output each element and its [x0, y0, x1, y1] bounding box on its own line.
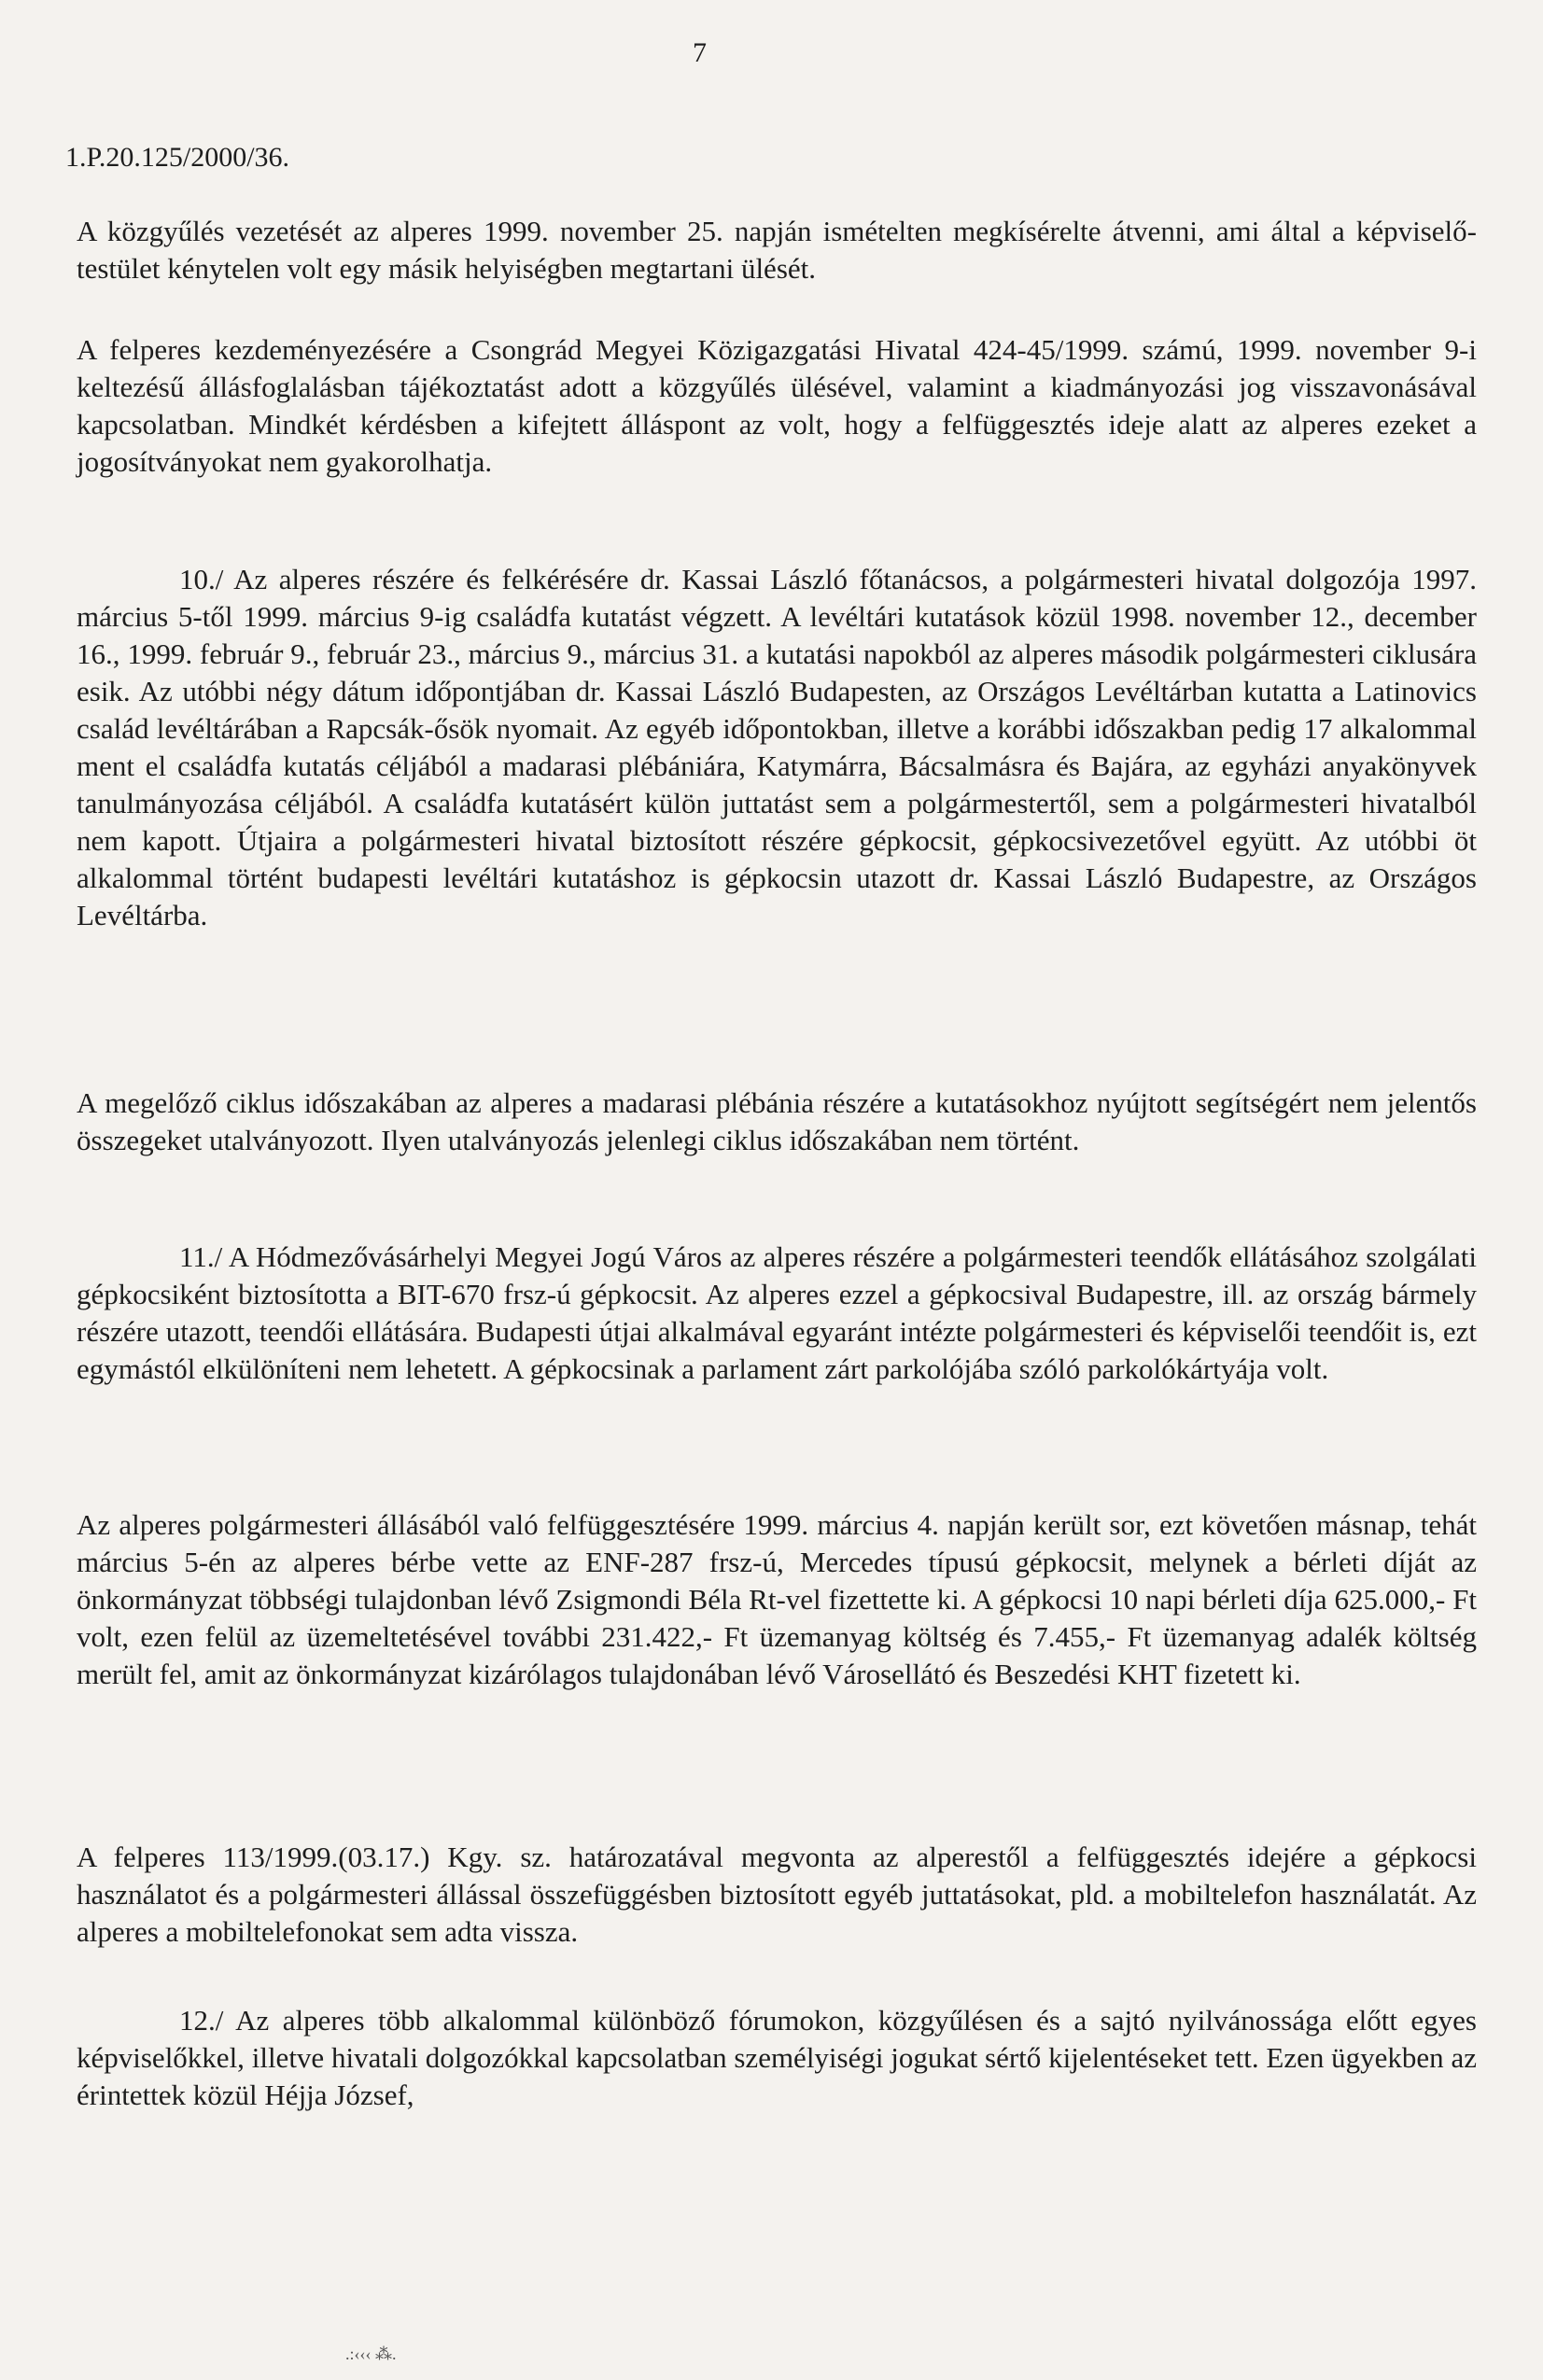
paragraph-administrative-opinion: A felperes kezdeményezésére a Csongrád Megyei Közigazgatási Hivatal 424-45/1999. számú, 1999. november 9-i keltezésű állásfoglalásban tájékoztatást adott a közgyűlés ülésével, valamint a kiadmányozási jog visszavonásával kapcsolatban. Mindkét kérdésben a kifejtett álláspont az volt, hogy a felfüggesztés ideje alatt az alperes ezeket a jogosítványokat nem gyakorolhatja. — [77, 333, 1477, 478]
paragraph-assembly-leadership: A közgyűlés vezetését az alperes 1999. november 25. napján ismételten megkísérelte átvenni, ami által a képviselő-testület kénytelen volt egy másik helyiségben megtartani ülését. — [77, 215, 1477, 285]
paragraph-benefits-revoked: A felperes 113/1999.(03.17.) Kgy. sz. határozatával megvonta az alperestől a felfüggesztés idejére a gépkocsi használatot és a polgármesteri állással összefüggésben biztosított egyéb juttatásokat, pld. a mobiltelefon használatát. Az alperes a mobiltelefonokat sem adta vissza. — [77, 1841, 1477, 1948]
paragraph-10-genealogy-research: 10./ Az alperes részére és felkérésére dr. Kassai László főtanácsos, a polgármesteri hivatal dolgozója 1997. március 5-től 1999. március 9-ig családfa kutatást végzett. A levéltári kutatások közül 1998. november 12., december 16., 1999. február 9., február 23., március 9., március 31. a kutatási napokból az alperes második polgármesteri ciklusára esik. Az utóbbi négy dátum időpontjában dr. Kassai László Budapesten, az Országos Levéltárban kutatta a Latinovics család levéltárában a Rapcsák-ősök nyomait. Az egyéb időpontokban, illetve a korábbi időszakban pedig 17 alkalommal ment el családfa kutatás céljából a madarasi plébániára, Katymárra, Bácsalmásra és Bajára, az egyházi anyakönyvek tanulmányozása céljából. A családfa kutatásért külön juttatást sem a polgármestertől, sem a polgármesteri hivatalból nem kapott. Útjaira a polgármesteri hivatal biztosított részére gépkocsit, gépkocsivezetővel együtt. Az utóbbi öt alkalommal történt budapesti levéltári kutatáshoz is gépkocsin utazott dr. Kassai László Budapestre, az Országos Levéltárba. — [77, 563, 1477, 931]
case-number: 1.P.20.125/2000/36. — [65, 142, 290, 173]
paragraph-12-statements: 12./ Az alperes több alkalommal különböző fórumokon, közgyűlésen és a sajtó nyilvánossága előtt egyes képviselőkkel, illetve hivatali dolgozókkal kapcsolatban személyiségi jogukat sértő kijelentéseket tett. Ezen ügyekben az érintettek közül Héjja József, — [77, 2004, 1477, 2111]
paragraph-11-service-car: 11./ A Hódmezővásárhelyi Megyei Jogú Város az alperes részére a polgármesteri teendők ellátásához szolgálati gépkocsiként biztosította a BIT-670 frsz-ú gépkocsit. Az alperes ezzel a gépkocsival Budapestre, ill. az ország bármely részére utazott, teendői ellátására. Budapesti útjai alkalmával egyaránt intézte polgármesteri és képviselői teendőit is, ezt egymástól elkülöníteni nem lehetett. A gépkocsinak a parlament zárt parkolójába szóló parkolókártyája volt. — [77, 1240, 1477, 1385]
scan-artifact-mark: .:‹‹‹ ⁂. — [345, 2345, 397, 2363]
paragraph-parish-payments: A megelőző ciklus időszakában az alperes a madarasi plébánia részére a kutatásokhoz nyújtott segítségért nem jelentős összegeket utalványozott. Ilyen utalványozás jelenlegi ciklus időszakában nem történt. — [77, 1086, 1477, 1156]
paragraph-rented-car: Az alperes polgármesteri állásából való felfüggesztésére 1999. március 4. napján került sor, ezt követően másnap, tehát március 5-én az alperes bérbe vette az ENF-287 frsz-ú, Mercedes típusú gépkocsit, melynek a bérleti díját az önkormányzat többségi tulajdonban lévő Zsigmondi Béla Rt-vel fizettette ki. A gépkocsi 10 napi bérleti díja 625.000,- Ft volt, ezen felül az üzemeltetésével további 231.422,- Ft üzemanyag költség és 7.455,- Ft üzemanyag adalék költség merült fel, amit az önkormányzat kizárólagos tulajdonában lévő Városellátó és Beszedési KHT fizetett ki. — [77, 1508, 1477, 1690]
page-number: 7 — [693, 37, 707, 68]
